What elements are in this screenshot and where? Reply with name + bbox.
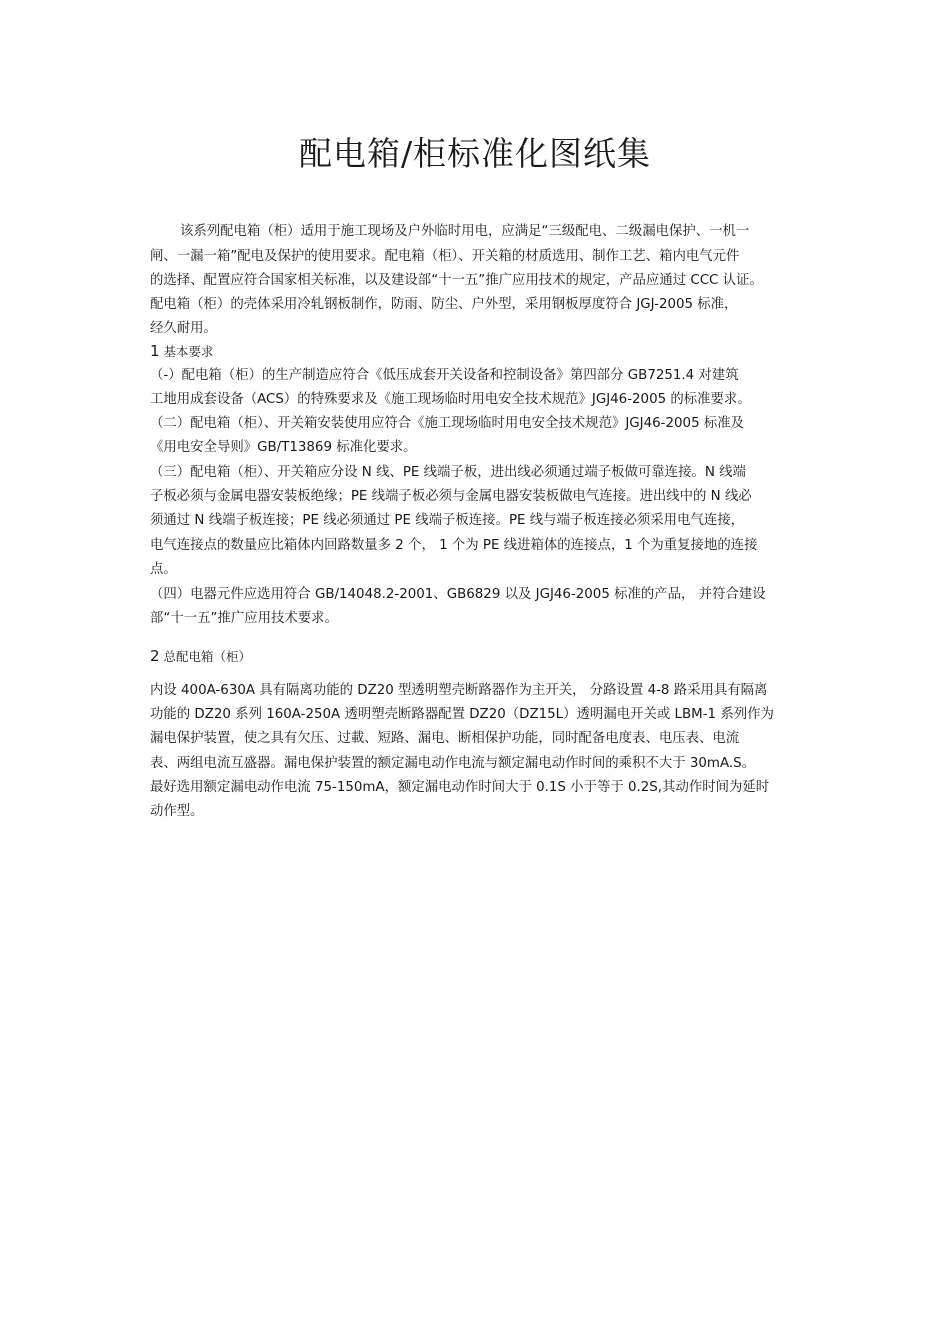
page-title: 配电箱/柜标准化图纸集 — [298, 134, 652, 173]
intro-line: 经久耐用。 — [150, 321, 217, 336]
section1-line: （-）配电箱（柜）的生产制造应符合《低压成套开关设备和控制设备》第四部分 GB7251.4 对建筑 — [150, 368, 739, 383]
intro-line: 配电箱（柜）的壳体采用冷轧钢板制作，防雨、防尘、户外型，采用钢板厚度符合 JGJ-2005 标准， — [150, 297, 738, 312]
section1-line: （四）电器元件应选用符合 GB/14048.2-2001、GB6829 以及 JGJ46-2005 标准的产品， 并符合建设 — [150, 587, 766, 602]
section2-line: 动作型。 — [150, 804, 204, 819]
section1-line: 点。 — [150, 562, 177, 577]
section1-line: 须通过 N 线端子板连接；PE 线必须通过 PE 线端子板连接。PE 线与端子板连接必须采用电气连接， — [150, 513, 745, 528]
section2-line: 功能的 DZ20 系列 160A-250A 透明塑壳断路器配置 DZ20（DZ15L）透明漏电开关或 LBM-1 系列作为 — [150, 707, 774, 722]
section-title: 总配电箱（柜） — [163, 649, 252, 664]
section1-line: 工地用成套设备（ACS）的特殊要求及《施工现场临时用电安全技术规范》JGJ46-2005 的标准要求。 — [150, 392, 751, 407]
section1-line: 《用电安全导则》GB/T13869 标准化要求。 — [150, 440, 417, 455]
section2-line: 漏电保护装置，使之具有欠压、过載、短路、漏电、断相保护功能，同时配备电度表、电压表、电流 — [150, 731, 740, 746]
section2-line: 表、两组电流互盛器。漏电保护装置的额定漏电动作电流与额定漏电动作时间的乘积不大于 30mA.S。 — [150, 756, 756, 771]
section-title: 基本要求 — [163, 344, 214, 359]
section1-line: （三）配电箱（柜）、开关箱应分设 N 线、PE 线端子板，进出线必须通过端子板做可靠连接。N 线端 — [150, 465, 746, 480]
section-number: 1 — [150, 342, 160, 360]
section1-line: 子板必须与金属电器安装板绝缘；PE 线端子板必须与金属电器安装板做电气连接。进出线中的 N 线必 — [150, 489, 752, 504]
section2-line: 内设 400A-630A 具有隔离功能的 DZ20 型透明塑壳断路器作为主开关， 分路设置 4-8 路采用具有隔离 — [150, 683, 768, 698]
section1-line: 电气连接点的数量应比箱体内回路数量多 2 个， 1 个为 PE 线进箱体的连接点，1 个为重复接地的连接 — [150, 538, 758, 553]
section1-line: （二）配电箱（柜）、开关箱安装使用应符合《施工现场临时用电安全技术规范》JGJ46-2005 标准及 — [150, 416, 745, 431]
section1-line: 部“十一五”推广应用技术要求。 — [150, 611, 338, 626]
intro-line: 闸、一漏一箱”配电及保护的使用要求。配电箱（柜）、开关箱的材质选用、制作工艺、箱内电气元件 — [150, 249, 740, 264]
section-number: 2 — [150, 647, 160, 665]
section2-line: 最好选用额定漏电动作电流 75-150mA，额定漏电动作时间大于 0.1S 小于等于 0.2S,其动作时间为延时 — [150, 780, 770, 795]
intro-line: 的选择、配置应符合国家相关标准，以及建设部“十一五”推广应用技术的规定，产品应通过 CCC 认证。 — [150, 273, 763, 288]
section-heading-2 — [150, 646, 251, 667]
section-heading-1 — [150, 341, 214, 362]
intro-line: 该系列配电箱（柜）适用于施工现场及户外临时用电，应满足“三级配电、二级漏电保护、一机一 — [180, 224, 750, 239]
